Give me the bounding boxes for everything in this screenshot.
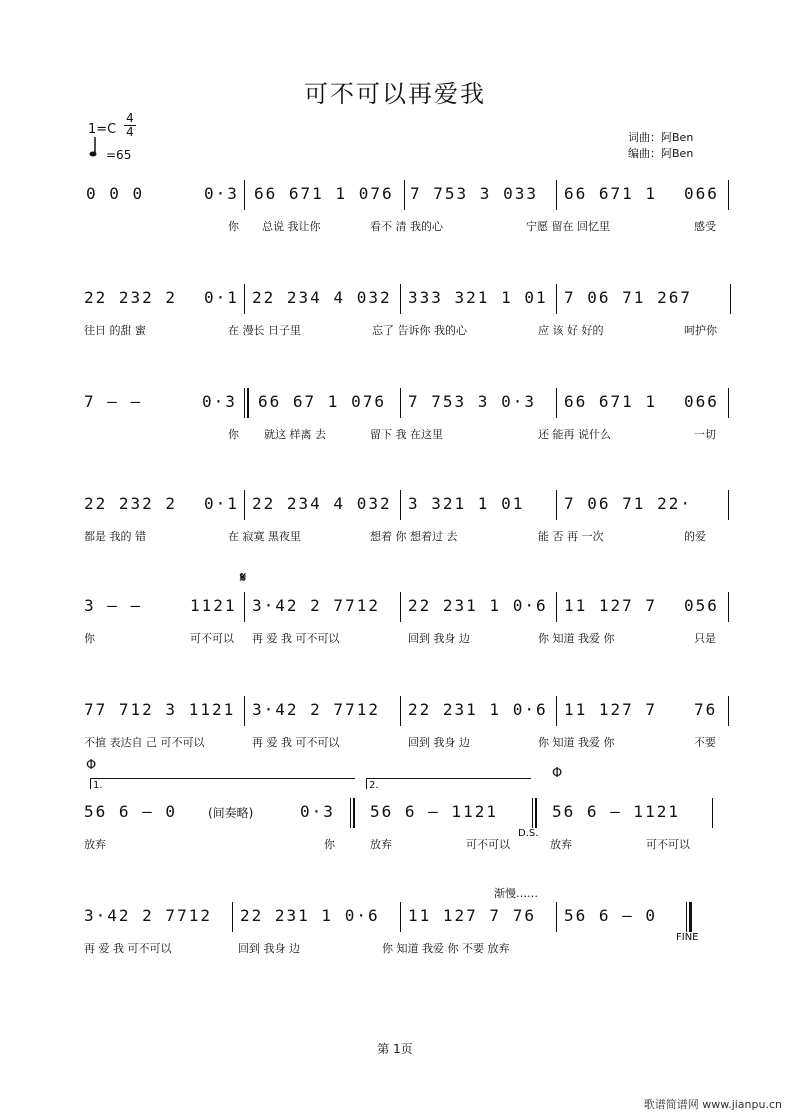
lyrics: 回到 我身 边 (238, 942, 300, 955)
notes: 22 234 4 032 (252, 494, 392, 513)
notes: 11 127 7 (564, 596, 658, 615)
final-barline (686, 902, 687, 932)
lyrics: 还 能再 说什么 (538, 428, 611, 441)
notes: 22 232 2 (84, 494, 178, 513)
repeat-start-barline (244, 388, 245, 418)
volta-number: 2. (369, 780, 379, 791)
credits (628, 130, 693, 162)
lyrics: 都是 我的 错 (84, 530, 146, 543)
volta-bracket (90, 778, 355, 789)
lyrics: 放弃 (370, 838, 392, 851)
barline (400, 490, 401, 520)
barline (730, 284, 731, 314)
key-signature: 1=C (88, 122, 117, 137)
lyrics: 再 爱 我 可不可以 (252, 736, 340, 749)
lyrics: 往日 的甜 蜜 (84, 324, 146, 337)
notes: 7 06 71 22· (564, 494, 692, 513)
barline (400, 592, 401, 622)
arranger: 编曲：阿Ben (628, 147, 694, 160)
page-number: 第 1页 (377, 1042, 413, 1056)
fine-marking: FINE (676, 932, 699, 943)
notes: 56 6 — 0 (84, 802, 178, 821)
lyrics: 的爱 (684, 530, 706, 543)
notes: 66 67 1 076 (258, 392, 386, 411)
lyrics: 回到 我身 边 (408, 736, 470, 749)
barline (400, 902, 401, 932)
lyrics: 你 知道 我爱 你 (538, 736, 615, 749)
lyrics: 可不可以 (190, 632, 234, 645)
barline (400, 284, 401, 314)
barline (244, 592, 245, 622)
lyrics: 回到 我身 边 (408, 632, 470, 645)
notes: 3 321 1 01 (408, 494, 525, 513)
lyrics: 感受 (694, 220, 716, 233)
notes: 0·3 (202, 392, 237, 411)
notes: 3 — — (84, 596, 143, 615)
lyrics: 想着 你 想着过 去 (370, 530, 458, 543)
lyrics: 你 (324, 838, 335, 851)
notes: 56 6 — 0 (564, 906, 658, 925)
ds-marking: D.S. (518, 828, 539, 839)
notes: 22 231 1 0·6 (408, 700, 548, 719)
notes: 22 232 2 (84, 288, 178, 307)
lyrics: 总说 我让你 (262, 220, 321, 233)
double-barline (532, 798, 533, 828)
repeat-end-barline (350, 798, 351, 828)
lyrics: 只是 (694, 632, 716, 645)
lyrics: 宁愿 留在 回忆里 (526, 220, 610, 233)
barline (404, 180, 405, 210)
lyrics: 你 知道 我爱 你 (538, 632, 615, 645)
lyrics: 不要 (694, 736, 716, 749)
notes: 56 6 — 1121 (370, 802, 498, 821)
notes: 3·42 2 7712 (84, 906, 212, 925)
barline (556, 592, 557, 622)
lyrics: 就这 样离 去 (264, 428, 326, 441)
barline (728, 180, 729, 210)
watermark: 歌谱简谱网 www.jianpu.cn (643, 1098, 782, 1111)
barline (728, 388, 729, 418)
lyrics: 能 否 再 一次 (538, 530, 604, 543)
lyrics: 再 爱 我 可不可以 (252, 632, 340, 645)
barline (556, 388, 557, 418)
barline (556, 696, 557, 726)
repeat-end-barline (353, 798, 355, 828)
lyrics: 一切 (694, 428, 716, 441)
lyrics: 在 寂寞 黑夜里 (228, 530, 301, 543)
notes: 56 6 — 1121 (552, 802, 680, 821)
notes: 0·3 (300, 802, 335, 821)
barline (556, 180, 557, 210)
time-top: 4 (126, 111, 134, 125)
barline (244, 696, 245, 726)
notes: 0·1 (204, 494, 239, 513)
notes: 7 753 3 033 (410, 184, 538, 203)
lyrics: 再 爱 我 可不可以 (84, 942, 172, 955)
barline (244, 284, 245, 314)
volta-number: 1. (93, 780, 103, 791)
time-signature (124, 112, 136, 139)
lyrics: 留下 我 在这里 (370, 428, 443, 441)
lyrics: 你 (228, 220, 239, 233)
barline (232, 902, 233, 932)
notes: 22 231 1 0·6 (240, 906, 380, 925)
lyrics: 不揎 表达自 己 可不可以 (84, 736, 205, 749)
segno-icon: 𝄋 (240, 570, 247, 586)
lyrics: 放弃 (84, 838, 106, 851)
lyrics: 你 (84, 632, 95, 645)
lyrics: 可不可以 (466, 838, 510, 851)
ritardando-marking: 渐慢…… (494, 887, 538, 900)
quarter-note-icon (89, 137, 97, 157)
notes: 1121 (190, 596, 237, 615)
lyrics: 看不 清 我的心 (370, 220, 443, 233)
notes: 333 321 1 01 (408, 288, 548, 307)
interlude-note: (间奏略) (208, 806, 254, 820)
notes: 3·42 2 7712 (252, 700, 380, 719)
notes: 066 (684, 184, 719, 203)
lyricist: 词曲：阿Ben (628, 131, 694, 144)
lyrics: 你 知道 我爱 你 不要 放弃 (382, 942, 510, 955)
barline (728, 490, 729, 520)
barline (400, 388, 401, 418)
coda-icon: Φ (552, 766, 563, 781)
notes: 7 753 3 0·3 (408, 392, 536, 411)
repeat-start-barline (247, 388, 249, 418)
notes: 22 231 1 0·6 (408, 596, 548, 615)
notes: 0·3 (204, 184, 239, 203)
tempo: =65 (106, 148, 132, 162)
barline (712, 798, 713, 828)
notes: 11 127 7 (564, 700, 658, 719)
barline (244, 180, 245, 210)
notes: 66 671 1 076 (254, 184, 394, 203)
lyrics: 忘了 告诉你 我的心 (372, 324, 467, 337)
song-title: 可不可以再爱我 (304, 80, 486, 108)
notes: 66 671 1 (564, 392, 658, 411)
notes: 77 712 3 1121 (84, 700, 236, 719)
coda-icon: Φ (86, 758, 97, 773)
volta-bracket (366, 778, 531, 789)
notes: 0 0 0 (86, 184, 145, 203)
barline (728, 696, 729, 726)
notes: 0·1 (204, 288, 239, 307)
barline (556, 490, 557, 520)
lyrics: 呵护你 (684, 324, 717, 337)
notes: 7 06 71 267 (564, 288, 692, 307)
notes: 7 — — (84, 392, 143, 411)
notes: 066 (684, 392, 719, 411)
barline (244, 490, 245, 520)
final-barline (689, 902, 692, 932)
notes: 76 (694, 700, 718, 719)
barline (556, 284, 557, 314)
lyrics: 你 (228, 428, 239, 441)
barline (400, 696, 401, 726)
barline (728, 592, 729, 622)
lyrics: 应 该 好 好的 (538, 324, 604, 337)
lyrics: 放弃 (550, 838, 572, 851)
notes: 3·42 2 7712 (252, 596, 380, 615)
lyrics: 可不可以 (646, 838, 690, 851)
notes: 66 671 1 (564, 184, 658, 203)
notes: 22 234 4 032 (252, 288, 392, 307)
notes: 11 127 7 76 (408, 906, 536, 925)
time-bottom: 4 (124, 125, 136, 139)
barline (556, 902, 557, 932)
lyrics: 在 漫长 日子里 (228, 324, 301, 337)
notes: 056 (684, 596, 719, 615)
double-barline (535, 798, 537, 828)
